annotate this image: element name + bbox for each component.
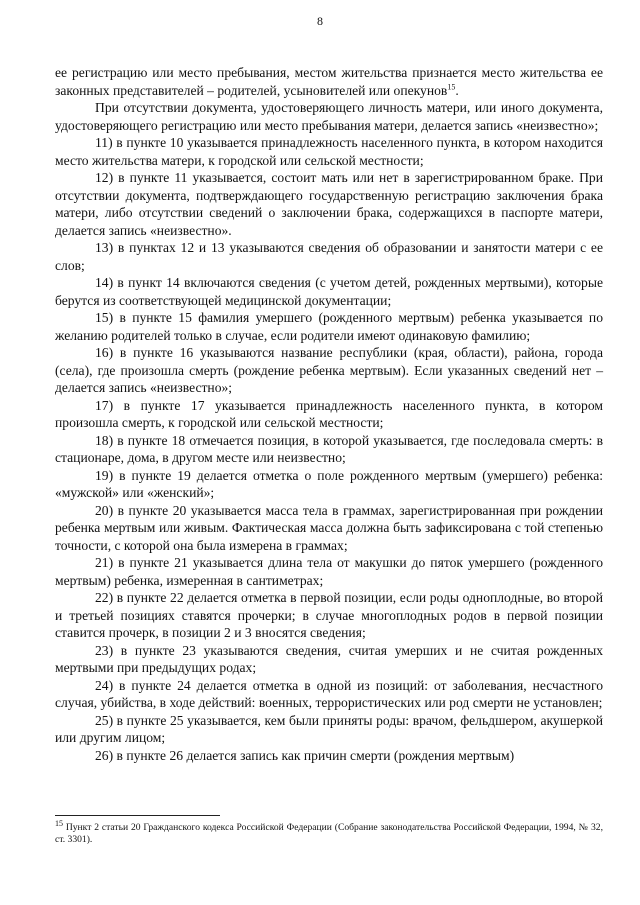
paragraph: [55, 747, 603, 765]
paragraph-text: 16) в пункте 16 указываются название республики (края, области), района, города (села), где произошла смерть (рождение ребенка мертвым). Если указанных сведений нет – делается запись «неизвестно»;: [55, 345, 603, 395]
paragraph-text: 15) в пункте 15 фамилия умершего (рожденного мертвым) ребенка указывается по желанию родителей только в случае, если родители имеют одинаковую фамилию;: [55, 310, 603, 343]
paragraph-text: 25) в пункте 25 указывается, кем были приняты роды: врачом, фельдшером, акушеркой или другим лицом;: [55, 712, 603, 745]
paragraph: [55, 169, 603, 239]
paragraph: [55, 642, 603, 677]
paragraph-text: 18) в пункте 18 отмечается позиция, в которой указывается, где последовала смерть: в стационаре, дома, в другом месте или неизвестно;: [55, 432, 603, 465]
footnote-mark: 15: [55, 818, 63, 828]
paragraph-text: 20) в пункте 20 указывается масса тела в граммах, зарегистрированная при рождении ребенка мертвым или живым. Фактическая масса должна быть зафиксирована с той степенью точности, с которой она была измерена в граммах;: [55, 502, 603, 553]
paragraph-text: При отсутствии документа, удостоверяющего личность матери, или иного документа, удостоверяющего регистрацию или место пребывания матери, делается запись «неизвестно»;: [55, 100, 603, 133]
paragraph: [55, 589, 603, 642]
paragraph: [55, 239, 603, 274]
footnote-divider: [55, 815, 220, 816]
paragraph-text: 11) в пункте 10 указывается принадлежность населенного пункта, в котором находится место жительства матери, к городской или сельской местности;: [55, 135, 603, 168]
paragraph-text: 12) в пункте 11 указывается, состоит мать или нет в зарегистрированном браке. При отсутствии документа, подтверждающего государственную регистрацию заключения брака матери, либо отсутствии сведений о заключении брака, содержащихся в паспорте матери, делается запись «неизвестно».: [55, 170, 603, 238]
document-body: [55, 64, 603, 764]
paragraph-punctuation: .: [455, 82, 459, 98]
footnote: [55, 818, 603, 846]
paragraph: [55, 712, 603, 747]
paragraph-text: 23) в пункте 23 указываются сведения, считая умерших и не считая рожденных мертвыми при предыдущих родах;: [55, 642, 603, 675]
paragraph-text: 17) в пункте 17 указывается принадлежность населенного пункта, в котором произошла смерть, к городской или сельской местности;: [55, 397, 603, 430]
paragraph-text: 21) в пункте 21 указывается длина тела от макушки до пяток умершего (рожденного мертвым) ребенка, измеренная в сантиметрах;: [55, 555, 603, 588]
paragraph: [55, 502, 603, 555]
paragraph-text: 13) в пунктах 12 и 13 указываются сведения об образовании и занятости матери с ее слов;: [55, 240, 603, 273]
paragraph-text: 14) в пункт 14 включаются сведения (с учетом детей, рожденных мертвыми), которые берутся из соответствующей медицинской документации;: [55, 275, 603, 308]
paragraph: [55, 467, 603, 502]
paragraph-text: 26) в пункте 26 делается запись как причин смерти (рождения мертвым): [95, 747, 515, 763]
paragraph: [55, 99, 603, 134]
footnote-reference: 15: [447, 81, 456, 91]
paragraph-text: 19) в пункте 19 делается отметка о поле рожденного мертвым (умершего) ребенка: «мужской» или «женский»;: [55, 467, 603, 500]
footnote-text: Пункт 2 статьи 20 Гражданского кодекса Российской Федерации (Собрание законодательства Российской Федерации, 1994, № 32, ст. 3301).: [55, 822, 603, 845]
paragraph: [55, 309, 603, 344]
paragraph: [55, 274, 603, 309]
paragraph-text: 22) в пункте 22 делается отметка в первой позиции, если роды одноплодные, во второй и третьей позициях ставятся прочерки; в случае многоплодных родов в первой позиции ставится прочерк, в позиции 2 и 3 вносятся сведения;: [55, 590, 603, 640]
paragraph: [55, 397, 603, 432]
paragraph: [55, 134, 603, 169]
page-number: 8: [317, 14, 323, 28]
paragraph: [55, 677, 603, 712]
paragraph-text: 24) в пункте 24 делается отметка в одной из позиций: от заболевания, несчастного случая, убийства, в ходе действий: военных, террористических или род смерти не установлен;: [55, 677, 603, 710]
paragraph: [55, 432, 603, 467]
paragraph: [55, 344, 603, 397]
paragraph: [55, 554, 603, 589]
paragraph: [55, 64, 603, 99]
paragraph-text: ее регистрацию или место пребывания, местом жительства признается место жительства ее законных представителей – родителей, усыновителей или опекунов: [55, 65, 603, 98]
